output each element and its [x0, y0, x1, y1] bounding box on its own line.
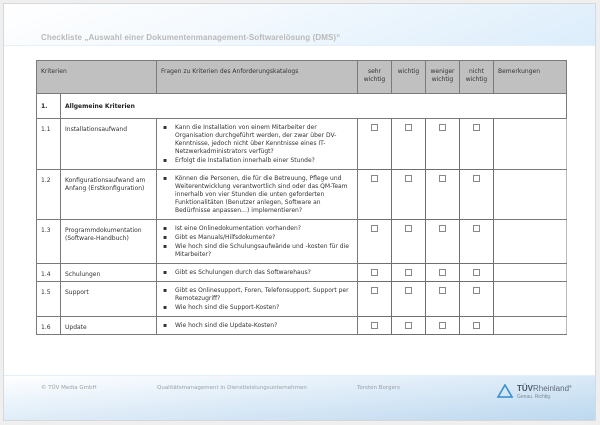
checkbox-important[interactable] — [405, 287, 412, 294]
logo-registered: ® — [569, 384, 572, 389]
checkbox-very-important[interactable] — [371, 322, 378, 329]
checkbox-important[interactable] — [405, 269, 412, 276]
checkbox-less-important[interactable] — [439, 322, 446, 329]
rating-cell-less-important — [426, 170, 460, 220]
remarks-cell[interactable] — [494, 119, 567, 170]
question-item — [163, 269, 353, 277]
document-page — [3, 3, 596, 421]
question-text: Wie hoch sind die Update-Kosten? — [175, 322, 278, 329]
checkbox-very-important[interactable] — [371, 269, 378, 276]
rating-cell-less-important — [426, 317, 460, 335]
criterion-number: 1.6 — [37, 317, 61, 335]
checkbox-less-important[interactable] — [439, 175, 446, 182]
section-title: Allgemeine Kriterien — [61, 94, 567, 119]
criterion-name: Support — [61, 282, 157, 317]
question-text: Gibt es Schulungen durch das Softwarehaus? — [175, 269, 311, 276]
remarks-cell[interactable] — [494, 317, 567, 335]
question-item — [163, 322, 353, 330]
rating-cell-less-important — [426, 220, 460, 264]
question-text: Gibt es Onlinesupport, Foren, Telefonsupport, Support per Remotezugriff? — [175, 287, 349, 302]
rating-cell-not-important — [460, 170, 494, 220]
question-item — [163, 304, 353, 312]
rating-cell-very-important — [358, 317, 392, 335]
criterion-questions — [157, 264, 358, 282]
checkbox-important[interactable] — [405, 124, 412, 131]
question-item — [163, 287, 353, 303]
question-item — [163, 124, 353, 156]
bullet-icon: ▪ — [163, 243, 168, 250]
question-text: Erfolgt die Installation innerhalb einer Stunde? — [175, 157, 315, 164]
header-not-important: nicht wichtig — [460, 61, 494, 94]
footer-author: Torsten Borgers — [357, 385, 400, 391]
rating-cell-not-important — [460, 317, 494, 335]
bullet-icon: ▪ — [163, 287, 168, 294]
question-list — [161, 175, 353, 215]
document-title: Checkliste „Auswahl einer Dokumentenmanagement-Softwarelösung (DMS)“ — [41, 33, 341, 42]
question-item — [163, 157, 353, 165]
bullet-icon: ▪ — [163, 269, 168, 276]
question-item — [163, 243, 353, 259]
criterion-name: Schulungen — [61, 264, 157, 282]
logo-brand-bold: TÜV — [517, 384, 533, 393]
logo-brand — [517, 384, 572, 393]
bullet-icon: ▪ — [163, 175, 168, 182]
rating-cell-very-important — [358, 220, 392, 264]
page-header — [4, 4, 595, 46]
question-item — [163, 175, 353, 215]
criterion-questions — [157, 170, 358, 220]
checkbox-not-important[interactable] — [473, 322, 480, 329]
footer-copyright: © TÜV Media GmbH — [41, 385, 97, 391]
table-row — [37, 282, 567, 317]
criterion-questions — [157, 119, 358, 170]
checkbox-not-important[interactable] — [473, 269, 480, 276]
criterion-questions — [157, 317, 358, 335]
checkbox-less-important[interactable] — [439, 269, 446, 276]
criterion-name: Konfigurationsaufwand am Anfang (Erstkonfiguration) — [61, 170, 157, 220]
rating-cell-not-important — [460, 119, 494, 170]
header-important: wichtig — [392, 61, 426, 94]
criterion-name: Update — [61, 317, 157, 335]
bullet-icon: ▪ — [163, 157, 168, 164]
criterion-name: Programmdokumentation (Software-Handbuch) — [61, 220, 157, 264]
checkbox-less-important[interactable] — [439, 225, 446, 232]
criterion-number: 1.1 — [37, 119, 61, 170]
table-row — [37, 264, 567, 282]
rating-cell-very-important — [358, 119, 392, 170]
tuv-rheinland-logo — [497, 384, 572, 400]
question-list — [161, 269, 353, 277]
checkbox-important[interactable] — [405, 322, 412, 329]
table-row — [37, 220, 567, 264]
checkbox-not-important[interactable] — [473, 225, 480, 232]
header-very-important: sehr wichtig — [358, 61, 392, 94]
question-list — [161, 225, 353, 259]
rating-cell-very-important — [358, 264, 392, 282]
checklist-table-container — [36, 60, 566, 335]
page-footer — [4, 375, 595, 420]
rating-cell-important — [392, 317, 426, 335]
criterion-name: Installationsaufwand — [61, 119, 157, 170]
checkbox-less-important[interactable] — [439, 124, 446, 131]
question-item — [163, 234, 353, 242]
criterion-number: 1.5 — [37, 282, 61, 317]
checkbox-very-important[interactable] — [371, 225, 378, 232]
criterion-number: 1.4 — [37, 264, 61, 282]
rating-cell-not-important — [460, 282, 494, 317]
section-number: 1. — [37, 94, 61, 119]
header-remarks: Bemerkungen — [494, 61, 567, 94]
header-less-important: weniger wichtig — [426, 61, 460, 94]
bullet-icon: ▪ — [163, 322, 168, 329]
remarks-cell[interactable] — [494, 264, 567, 282]
rating-cell-important — [392, 119, 426, 170]
question-text: Ist eine Onlinedokumentation vorhanden? — [175, 225, 301, 232]
rating-cell-very-important — [358, 170, 392, 220]
question-text: Gibt es Manuals/Hilfsdokumente? — [175, 234, 276, 241]
rating-cell-less-important — [426, 282, 460, 317]
criterion-questions — [157, 220, 358, 264]
checklist-table — [36, 60, 567, 335]
table-row — [37, 119, 567, 170]
table-header-row — [37, 61, 567, 94]
checkbox-not-important[interactable] — [473, 287, 480, 294]
remarks-cell[interactable] — [494, 282, 567, 317]
question-list — [161, 124, 353, 165]
header-criteria: Kriterien — [37, 61, 157, 94]
rating-cell-less-important — [426, 119, 460, 170]
rating-cell-not-important — [460, 220, 494, 264]
question-text: Kann die Installation von einem Mitarbeiter der Organisation durchgeführt werden, der zwar über DV-Kenntnisse, jedoch nicht über Kenntnisse eines IT-Netzwerkadministrators verfügt? — [175, 124, 337, 155]
checkbox-very-important[interactable] — [371, 287, 378, 294]
triangle-logo-icon — [497, 384, 513, 398]
question-text: Wie hoch sind die Schulungsaufwände und -kosten für die Mitarbeiter? — [175, 243, 349, 258]
remarks-cell[interactable] — [494, 220, 567, 264]
rating-cell-important — [392, 264, 426, 282]
question-list — [161, 322, 353, 330]
checkbox-important[interactable] — [405, 225, 412, 232]
table-row — [37, 170, 567, 220]
table-row — [37, 317, 567, 335]
question-text: Können die Personen, die für die Betreuung, Pflege und Weiterentwicklung verantwortlich sind oder das QM-Team innerhalb von vier Stunden die unten geforderten Funktionalitäten (Benutzer anlegen, Software an Bedürfnisse anpassen…) implementieren? — [175, 175, 348, 214]
footer-subject: Qualitätsmanagement in Dienstleistungsunternehmen — [157, 385, 307, 391]
rating-cell-less-important — [426, 264, 460, 282]
criterion-questions — [157, 282, 358, 317]
bullet-icon: ▪ — [163, 234, 168, 241]
header-questions: Fragen zu Kriterien des Anforderungskatalogs — [157, 61, 358, 94]
rating-cell-not-important — [460, 264, 494, 282]
question-list — [161, 287, 353, 312]
checkbox-not-important[interactable] — [473, 124, 480, 131]
rating-cell-important — [392, 282, 426, 317]
rating-cell-important — [392, 170, 426, 220]
remarks-cell[interactable] — [494, 170, 567, 220]
checkbox-not-important[interactable] — [473, 175, 480, 182]
checkbox-important[interactable] — [405, 175, 412, 182]
logo-tagline: Genau. Richtig. — [517, 394, 552, 400]
bullet-icon: ▪ — [163, 225, 168, 232]
rating-cell-important — [392, 220, 426, 264]
checkbox-very-important[interactable] — [371, 124, 378, 131]
checkbox-less-important[interactable] — [439, 287, 446, 294]
checkbox-very-important[interactable] — [371, 175, 378, 182]
rating-cell-very-important — [358, 282, 392, 317]
criterion-number: 1.3 — [37, 220, 61, 264]
bullet-icon: ▪ — [163, 124, 168, 131]
question-text: Wie hoch sind die Support-Kosten? — [175, 304, 280, 311]
bullet-icon: ▪ — [163, 304, 168, 311]
question-item — [163, 225, 353, 233]
criterion-number: 1.2 — [37, 170, 61, 220]
section-row — [37, 94, 567, 119]
logo-brand-rest: Rheinland — [533, 384, 570, 393]
